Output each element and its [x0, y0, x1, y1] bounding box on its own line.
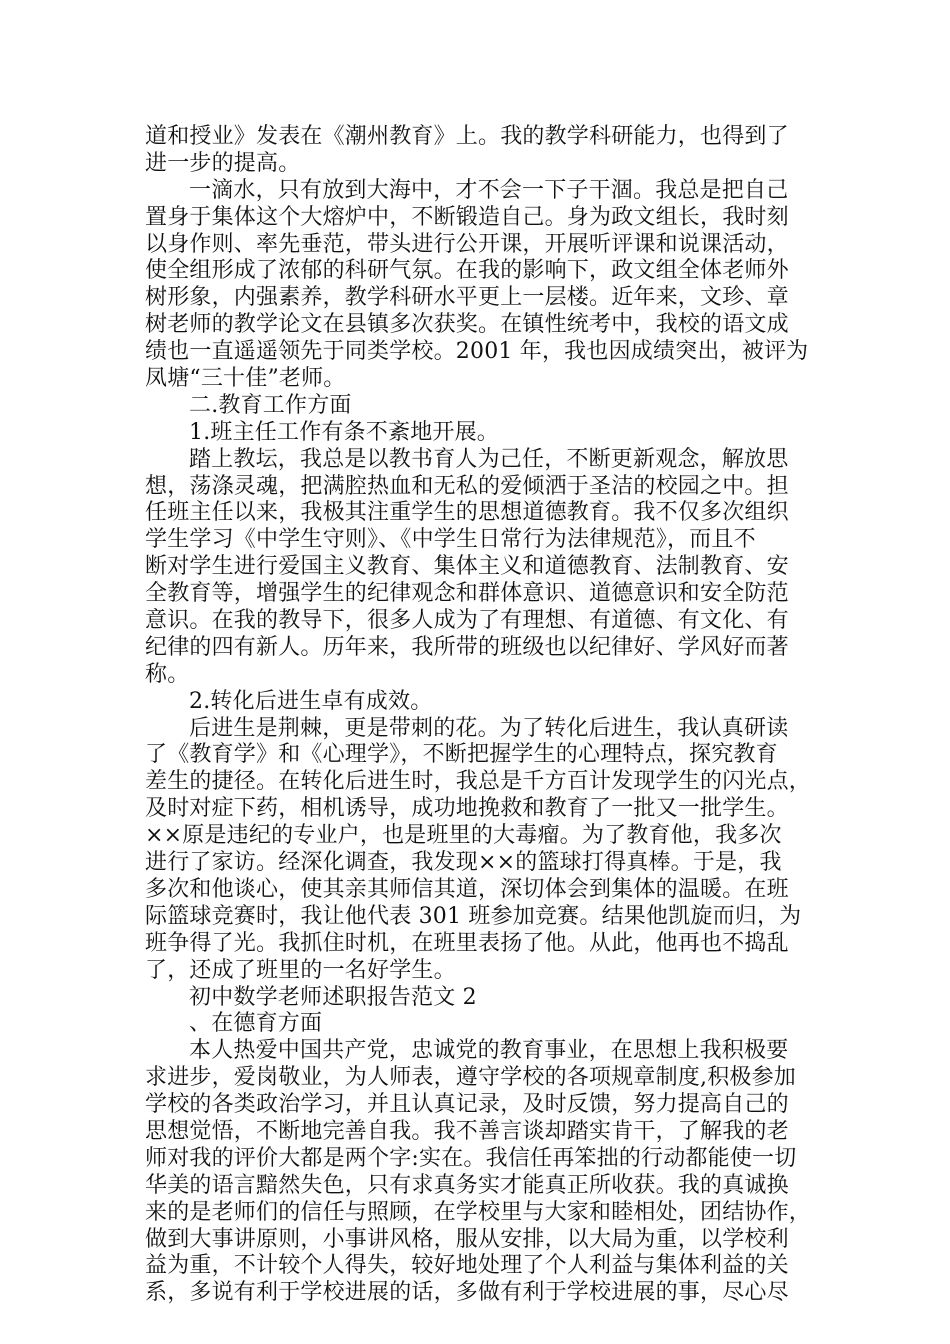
text-line: 后进生是荆棘，更是带刺的花。为了转化后进生，我认真研读 — [189, 715, 789, 741]
text-line: 了《教育学》和《心理学》，不断把握学生的心理特点，探究教育 — [145, 742, 778, 768]
text-line: 绩也一直遥遥领先于同类学校。2001 年，我也因成绩突出，被评为 — [145, 339, 809, 365]
text-line: 想，荡涤灵魂，把满腔热血和无私的爱倾洒于圣洁的校园之中。担 — [145, 473, 789, 499]
text-line: 以身作则、率先垂范，带头进行公开课，开展听评课和说课活动， — [145, 231, 789, 257]
text-line: 了，还成了班里的一名好学生。 — [145, 957, 456, 983]
text-line: 师对我的评价大都是两个字:实在。我信任再笨拙的行动都能使一切 — [145, 1145, 797, 1171]
text-line: 凤塘“三十佳”老师。 — [145, 366, 346, 392]
text-line: 全教育等，增强学生的纪律观念和群体意识、道德意识和安全防范 — [145, 581, 789, 607]
text-line: 求进步，爱岗敬业，为人师表，遵守学校的各项规章制度,积极参加 — [145, 1065, 796, 1091]
text-line: 多次和他谈心，使其亲其师信其道，深切体会到集体的温暖。在班 — [145, 876, 789, 902]
text-line: 初中数学老师述职报告范文 2 — [189, 984, 477, 1010]
text-line: 一滴水，只有放到大海中，才不会一下子干涸。我总是把自己 — [189, 177, 789, 203]
text-line: ××原是违纪的专业户，也是班里的大毒瘤。为了教育他，我多次 — [145, 823, 782, 849]
text-line: 班争得了光。我抓住时机，在班里表扬了他。从此，他再也不捣乱 — [145, 930, 789, 956]
text-line: 2.转化后进生卓有成效。 — [189, 688, 433, 714]
text-line: 进一步的提高。 — [145, 150, 301, 176]
text-line: 系，多说有利于学校进展的话，多做有利于学校进展的事，尽心尽 — [145, 1280, 789, 1306]
text-line: 意识。在我的教导下，很多人成为了有理想、有道德、有文化、有 — [145, 608, 789, 634]
text-line: 、在德育方面 — [189, 1011, 323, 1037]
text-line: 1.班主任工作有条不紊地开展。 — [189, 419, 499, 445]
text-line: 差生的捷径。在转化后进生时，我总是千方百计发现学生的闪光点， — [145, 769, 812, 795]
text-line: 际篮球竞赛时，我让他代表 301 班参加竞赛。结果他凯旋而归，为 — [145, 903, 802, 929]
text-line: 学校的各类政治学习，并且认真记录，及时反馈，努力提高自己的 — [145, 1092, 789, 1118]
text-line: 断对学生进行爱国主义教育、集体主义和道德教育、法制教育、安 — [145, 554, 789, 580]
document-body-text — [145, 124, 825, 1307]
text-line: 进行了家访。经深化调查，我发现××的篮球打得真棒。于是，我 — [145, 850, 782, 876]
text-line: 纪律的四有新人。历年来，我所带的班级也以纪律好、学风好而著 — [145, 634, 789, 660]
text-line: 华美的语言黯然失色，只有求真务实才能真正所收获。我的真诚换 — [145, 1172, 789, 1198]
text-line: 益为重，不计较个人得失，较好地处理了个人利益与集体利益的关 — [145, 1253, 789, 1279]
text-line: 称。 — [145, 661, 190, 687]
text-line: 树老师的教学论文在县镇多次获奖。在镇性统考中，我校的语文成 — [145, 312, 789, 338]
text-line: 道和授业》发表在《潮州教育》上。我的教学科研能力，也得到了 — [145, 124, 789, 149]
text-line: 踏上教坛，我总是以教书育人为己任，不断更新观念，解放思 — [189, 446, 789, 472]
text-line: 树形象，内强素养，教学科研水平更上一层楼。近年来，文珍、章 — [145, 285, 789, 311]
text-line: 二.教育工作方面 — [189, 392, 352, 418]
text-line: 及时对症下药，相机诱导，成功地挽救和教育了一批又一批学生。 — [145, 796, 789, 822]
text-line: 来的是老师们的信任与照顾，在学校里与大家和睦相处，团结协作， — [145, 1199, 812, 1225]
text-line: 做到大事讲原则，小事讲风格，服从安排，以大局为重，以学校利 — [145, 1226, 789, 1252]
text-line: 学生学习《中学生守则》、《中学生日常行为法律规范》，而且不 — [145, 527, 756, 553]
text-line: 思想觉悟，不断地完善自我。我不善言谈却踏实肯干，了解我的老 — [145, 1118, 789, 1144]
text-line: 本人热爱中国共产党，忠诚党的教育事业，在思想上我积极要 — [189, 1038, 789, 1064]
text-line: 置身于集体这个大熔炉中，不断锻造自己。身为政文组长，我时刻 — [145, 204, 789, 230]
text-line: 使全组形成了浓郁的科研气氛。在我的影响下，政文组全体老师外 — [145, 258, 789, 284]
text-line: 任班主任以来，我极其注重学生的思想道德教育。我不仅多次组织 — [145, 500, 789, 526]
